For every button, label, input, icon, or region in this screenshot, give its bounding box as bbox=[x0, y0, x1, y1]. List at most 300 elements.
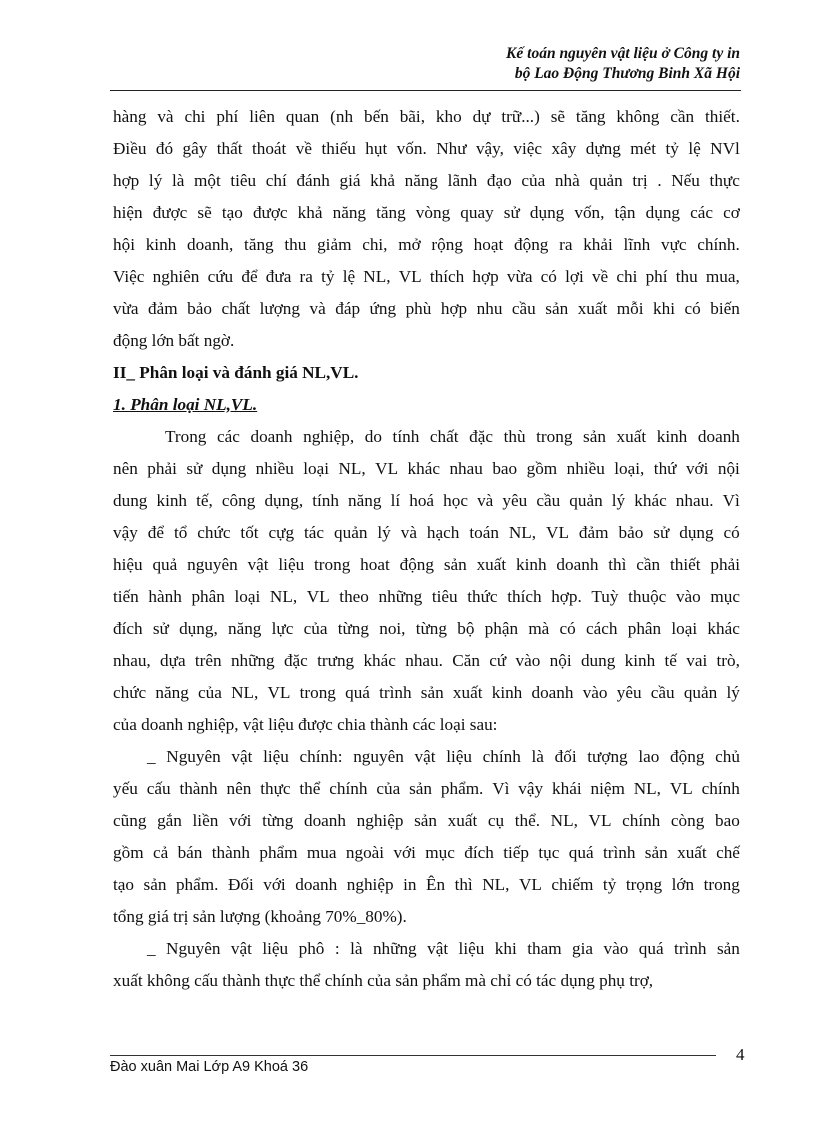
word: cách bbox=[586, 619, 618, 638]
text-line bbox=[113, 581, 740, 613]
word: hạch bbox=[426, 523, 460, 542]
word: chất bbox=[221, 299, 251, 318]
word: liệu bbox=[263, 747, 289, 766]
word: vật bbox=[414, 747, 436, 766]
text-line bbox=[113, 677, 740, 709]
text-line: của doanh nghiệp, vật liệu được chia thành các loại sau: bbox=[113, 715, 498, 734]
word: cơ bbox=[723, 203, 740, 222]
word: cứ bbox=[489, 651, 507, 670]
word: NL, bbox=[633, 779, 661, 798]
word: mua, bbox=[705, 267, 740, 286]
word: bảo bbox=[187, 299, 212, 318]
word: dụng bbox=[679, 523, 714, 542]
word: phí bbox=[645, 267, 668, 286]
word: mua bbox=[306, 843, 337, 862]
word: sử bbox=[503, 203, 520, 222]
text-line bbox=[113, 485, 740, 517]
word: năng bbox=[155, 683, 189, 702]
word: sản bbox=[414, 811, 437, 830]
word: rộng bbox=[431, 235, 463, 254]
text-line bbox=[113, 805, 740, 837]
word: là bbox=[531, 747, 544, 766]
word: cần bbox=[670, 107, 695, 126]
page-number: 4 bbox=[736, 1045, 745, 1064]
word: Trong bbox=[165, 427, 207, 446]
word: kinh bbox=[145, 235, 177, 254]
word: bảo bbox=[618, 523, 644, 542]
word: đánh bbox=[296, 171, 330, 190]
word: vào bbox=[675, 587, 701, 606]
word: bao bbox=[714, 811, 740, 830]
word: nhau. bbox=[675, 491, 714, 510]
word: dụng, bbox=[179, 619, 218, 638]
text-line bbox=[113, 741, 740, 773]
word: lợi bbox=[565, 267, 584, 286]
word: những bbox=[372, 939, 417, 958]
word: sản bbox=[420, 683, 444, 702]
text-line bbox=[113, 421, 740, 453]
word: thất bbox=[216, 139, 243, 158]
word: kinh bbox=[491, 683, 523, 702]
word: vật bbox=[230, 939, 252, 958]
word: tạo bbox=[113, 875, 134, 894]
word: hoá bbox=[409, 491, 435, 510]
word: vào bbox=[603, 939, 629, 958]
text-line bbox=[113, 453, 740, 485]
word: liệu bbox=[278, 555, 305, 574]
word: vật bbox=[427, 939, 449, 958]
text-line bbox=[113, 293, 740, 325]
word: nhiều bbox=[566, 459, 605, 478]
word: bán bbox=[177, 843, 203, 862]
word: tác bbox=[304, 523, 325, 542]
word: vậy, bbox=[475, 139, 504, 158]
word: Nguyên bbox=[166, 747, 221, 766]
word: vốn. bbox=[396, 139, 427, 158]
word: liệu bbox=[262, 939, 289, 958]
word: doanh bbox=[303, 811, 346, 830]
word: từng bbox=[415, 619, 447, 638]
word: sản bbox=[583, 427, 606, 446]
word: học bbox=[443, 491, 468, 510]
word: chính bbox=[482, 747, 521, 766]
word: được bbox=[152, 203, 188, 222]
word: lực bbox=[271, 619, 294, 638]
word: . bbox=[657, 171, 662, 190]
word: phù bbox=[405, 299, 432, 318]
text-line: xuất không cấu thành thực thể chính của sản phẩm mà chỉ có tác dụng phụ trợ, bbox=[113, 971, 654, 990]
word: kinh bbox=[624, 651, 656, 670]
word: noi, bbox=[379, 619, 406, 638]
word: tỷ bbox=[602, 875, 617, 894]
paragraph-2 bbox=[113, 421, 740, 741]
word: thoát bbox=[251, 139, 287, 158]
word: tế, bbox=[196, 491, 213, 510]
word: tham bbox=[527, 939, 562, 958]
word: chính bbox=[329, 779, 368, 798]
word: khái bbox=[552, 779, 582, 798]
word: phí bbox=[216, 107, 239, 126]
word: vừa bbox=[506, 267, 533, 286]
word: chính: bbox=[299, 747, 343, 766]
word: mỗi bbox=[616, 299, 644, 318]
word: và bbox=[309, 299, 326, 318]
word: đảm bbox=[148, 299, 178, 318]
word: tận bbox=[614, 203, 636, 222]
footer-rule bbox=[110, 1055, 716, 1056]
paragraph-3 bbox=[113, 741, 740, 933]
text-line bbox=[113, 261, 740, 293]
word: của bbox=[376, 779, 401, 798]
word: quá bbox=[568, 843, 594, 862]
word: Việc bbox=[113, 267, 145, 286]
word: về bbox=[591, 267, 609, 286]
word: tiếp bbox=[503, 843, 529, 862]
text-line bbox=[113, 613, 740, 645]
word: nghiệp bbox=[356, 811, 404, 830]
word: khác bbox=[707, 619, 740, 638]
text-line bbox=[113, 133, 740, 165]
word: trong bbox=[314, 555, 351, 574]
page-body bbox=[113, 101, 740, 997]
word: dự bbox=[472, 107, 491, 126]
word: ứng bbox=[369, 299, 397, 318]
word: hụt bbox=[365, 139, 388, 158]
word: trình bbox=[379, 683, 412, 702]
word: sản bbox=[143, 875, 167, 894]
word: phải bbox=[710, 555, 740, 574]
word: vòng bbox=[415, 203, 451, 222]
header-rule bbox=[110, 90, 741, 91]
word: nguyên bbox=[187, 555, 238, 574]
word: tính bbox=[392, 427, 420, 446]
word: toán bbox=[469, 523, 499, 542]
word: mở bbox=[398, 235, 421, 254]
word: cả bbox=[152, 843, 169, 862]
word: thành bbox=[211, 843, 250, 862]
word: lớn bbox=[671, 875, 695, 894]
word: mét bbox=[630, 139, 657, 158]
word: hợp bbox=[472, 267, 499, 286]
word: VL bbox=[518, 875, 542, 894]
word: có bbox=[723, 523, 740, 542]
word: năng bbox=[227, 619, 262, 638]
word: mục bbox=[710, 587, 740, 606]
word: của bbox=[521, 171, 546, 190]
word: VL bbox=[267, 683, 291, 702]
word: hợp. bbox=[551, 587, 582, 606]
word: yếu bbox=[113, 779, 138, 798]
word: tăng bbox=[244, 235, 274, 254]
word: bãi, bbox=[399, 107, 425, 126]
word: (nh bbox=[330, 107, 354, 126]
word: nhu bbox=[476, 299, 503, 318]
word: vực bbox=[661, 235, 687, 254]
word: trưng bbox=[317, 651, 355, 670]
word: thù bbox=[503, 427, 526, 446]
word: vật bbox=[247, 555, 269, 574]
word: về bbox=[295, 139, 313, 158]
subsection-heading-text: 1. Phân loại NL,VL. bbox=[113, 395, 258, 414]
word: loại, bbox=[614, 459, 645, 478]
word: NL, bbox=[231, 683, 259, 702]
word: thì bbox=[454, 875, 473, 894]
word: sẽ bbox=[550, 107, 566, 126]
word: xuất bbox=[452, 683, 483, 702]
word: hội bbox=[113, 235, 135, 254]
word: hoạt bbox=[473, 235, 504, 254]
word: tăng bbox=[376, 203, 406, 222]
word: nghiệp, bbox=[303, 427, 355, 446]
word: để bbox=[241, 267, 258, 286]
word: quá bbox=[638, 939, 664, 958]
word: khác bbox=[363, 651, 396, 670]
word: kinh bbox=[516, 555, 547, 574]
word: để bbox=[147, 523, 165, 542]
word: Vì bbox=[722, 491, 740, 510]
word: thiết bbox=[669, 555, 701, 574]
word: chiếm bbox=[551, 875, 594, 894]
word: đáp bbox=[335, 299, 361, 318]
word: cầu bbox=[536, 491, 561, 510]
word: cần bbox=[636, 555, 661, 574]
word: cầu bbox=[511, 299, 536, 318]
word: chính bbox=[701, 779, 740, 798]
word: thu bbox=[284, 235, 307, 254]
word: phẩm. bbox=[440, 779, 484, 798]
word: hợp bbox=[440, 299, 468, 318]
word: nên bbox=[113, 459, 138, 478]
word: quả bbox=[152, 555, 178, 574]
word: phân bbox=[627, 619, 662, 638]
word: nên bbox=[226, 779, 252, 798]
word: quản bbox=[569, 491, 603, 510]
word: thì bbox=[608, 555, 627, 574]
word: thuộc bbox=[628, 587, 667, 606]
word: của bbox=[303, 619, 328, 638]
word: là bbox=[350, 939, 363, 958]
word: hành bbox=[148, 587, 182, 606]
word: thể. bbox=[514, 811, 541, 830]
word: doanh, bbox=[187, 235, 234, 254]
word: kinh bbox=[156, 491, 188, 510]
word: chủ bbox=[715, 747, 740, 766]
word: vai bbox=[686, 651, 708, 670]
word: quản bbox=[334, 523, 368, 542]
word: chính. bbox=[697, 235, 740, 254]
word: động bbox=[514, 235, 549, 254]
word: quá bbox=[345, 683, 370, 702]
word: xuất bbox=[616, 427, 647, 446]
word: NL, bbox=[482, 875, 510, 894]
word: giảm bbox=[317, 235, 352, 254]
word: những bbox=[378, 587, 423, 606]
word: Như bbox=[436, 139, 467, 158]
word: chi, bbox=[362, 235, 388, 254]
word: theo bbox=[339, 587, 369, 606]
word: Nếu bbox=[671, 171, 700, 190]
header-line-1: Kế toán nguyên vật liệu ở Công ty in bbox=[506, 45, 740, 62]
word: trong bbox=[536, 427, 573, 446]
word: giá bbox=[339, 171, 361, 190]
word: phẩm bbox=[259, 843, 298, 862]
word: tế bbox=[664, 651, 677, 670]
word: chế bbox=[716, 843, 740, 862]
word: doanh bbox=[295, 875, 338, 894]
word: tạo bbox=[221, 203, 243, 222]
word: quan bbox=[285, 107, 320, 126]
word: lệ bbox=[688, 139, 701, 158]
word: thể bbox=[299, 779, 321, 798]
word: Căn bbox=[452, 651, 480, 670]
word: lý bbox=[611, 491, 626, 510]
word: chí bbox=[265, 171, 287, 190]
word: thực bbox=[709, 171, 740, 190]
word: doanh bbox=[250, 427, 293, 446]
word: cũng bbox=[113, 811, 147, 830]
text-line bbox=[113, 773, 740, 805]
word: năng bbox=[332, 203, 367, 222]
footer-author: Đào xuân Mai Lớp A9 Khoá 36 bbox=[110, 1059, 309, 1075]
subsection-heading bbox=[113, 389, 740, 421]
word: xuất bbox=[577, 299, 608, 318]
word: thích bbox=[507, 587, 542, 606]
word: nguyên bbox=[353, 747, 404, 766]
word: gây bbox=[182, 139, 208, 158]
word: việc bbox=[513, 139, 543, 158]
word: động bbox=[670, 747, 705, 766]
word: gia bbox=[572, 939, 594, 958]
word: loại bbox=[234, 587, 261, 606]
word: gồm bbox=[113, 843, 144, 862]
word: liền bbox=[192, 811, 219, 830]
word: loại bbox=[671, 619, 698, 638]
word: năng bbox=[404, 171, 439, 190]
word: gồm bbox=[526, 459, 558, 478]
word: liệu bbox=[446, 747, 472, 766]
word: nội bbox=[549, 651, 572, 670]
word: hiệu bbox=[113, 555, 143, 574]
word: thực bbox=[260, 779, 291, 798]
word: bộ bbox=[457, 619, 475, 638]
word: dụng, bbox=[264, 491, 304, 510]
word: Vì bbox=[492, 779, 510, 798]
word: không bbox=[616, 107, 660, 126]
word: trình bbox=[602, 843, 636, 862]
word: mục bbox=[425, 843, 455, 862]
word: lý bbox=[726, 683, 740, 702]
word: năng bbox=[348, 491, 382, 510]
word: bao bbox=[492, 459, 518, 478]
word: đó bbox=[155, 139, 174, 158]
word: từng bbox=[262, 811, 294, 830]
word: khả bbox=[370, 171, 395, 190]
word: vốn, bbox=[574, 203, 605, 222]
word: liên bbox=[249, 107, 275, 126]
running-header bbox=[110, 44, 740, 84]
word: trong bbox=[299, 683, 336, 702]
word: : bbox=[334, 939, 340, 958]
word: lao bbox=[638, 747, 660, 766]
word: NL, bbox=[363, 267, 391, 286]
text-line bbox=[113, 229, 740, 261]
word: xuất bbox=[677, 843, 707, 862]
word: xây bbox=[551, 139, 577, 158]
word: phô bbox=[298, 939, 325, 958]
word: từng bbox=[337, 619, 369, 638]
paragraph-1 bbox=[113, 101, 740, 357]
word: dựa bbox=[160, 651, 186, 670]
word: liệu bbox=[458, 939, 485, 958]
word: vậy bbox=[113, 523, 138, 542]
word: quản bbox=[683, 683, 718, 702]
word: tính bbox=[312, 491, 339, 510]
word: yêu bbox=[502, 491, 528, 510]
word: lý bbox=[377, 523, 391, 542]
word: sản bbox=[644, 843, 668, 862]
word: vậy bbox=[518, 779, 544, 798]
word: quay bbox=[460, 203, 494, 222]
word: phẩm. bbox=[175, 875, 219, 894]
word: ngoài bbox=[345, 843, 385, 862]
word: NL, bbox=[269, 587, 298, 606]
word: trị bbox=[632, 171, 648, 190]
word: thức bbox=[467, 587, 498, 606]
word: động bbox=[399, 555, 434, 574]
word: hiện bbox=[113, 203, 143, 222]
word: tiêu bbox=[431, 587, 458, 606]
word: vừa bbox=[113, 299, 139, 318]
word: lý bbox=[148, 171, 163, 190]
word: hợp bbox=[113, 171, 140, 190]
word: in bbox=[403, 875, 417, 894]
word: sản bbox=[716, 939, 740, 958]
word: và bbox=[157, 107, 174, 126]
word: VL bbox=[306, 587, 330, 606]
word: những bbox=[230, 651, 275, 670]
word: NL, bbox=[338, 459, 366, 478]
word: kho bbox=[435, 107, 462, 126]
word: trình bbox=[674, 939, 707, 958]
word: nhiều bbox=[255, 459, 294, 478]
word: Điều bbox=[113, 139, 147, 158]
word: được bbox=[252, 203, 288, 222]
word: đưa bbox=[265, 267, 292, 286]
word: lí bbox=[390, 491, 401, 510]
word: một bbox=[193, 171, 221, 190]
word: đặc bbox=[283, 651, 308, 670]
word: đối bbox=[554, 747, 577, 766]
word: trữ...) bbox=[501, 107, 540, 126]
word: VL bbox=[546, 523, 569, 542]
word: tượng bbox=[587, 747, 628, 766]
word: tỷ bbox=[321, 267, 335, 286]
word: đạo bbox=[486, 171, 512, 190]
word: công bbox=[221, 491, 256, 510]
word: sử bbox=[152, 619, 169, 638]
word: yêu bbox=[616, 683, 642, 702]
word: có bbox=[559, 619, 576, 638]
word: vật bbox=[231, 747, 253, 766]
word: có bbox=[540, 267, 557, 286]
word: cựg bbox=[268, 523, 295, 542]
word: chức bbox=[113, 683, 147, 702]
word: đích bbox=[113, 619, 143, 638]
word: trò, bbox=[716, 651, 740, 670]
word: là bbox=[171, 171, 185, 190]
word: nhau. bbox=[405, 651, 443, 670]
word: dụng bbox=[529, 203, 565, 222]
